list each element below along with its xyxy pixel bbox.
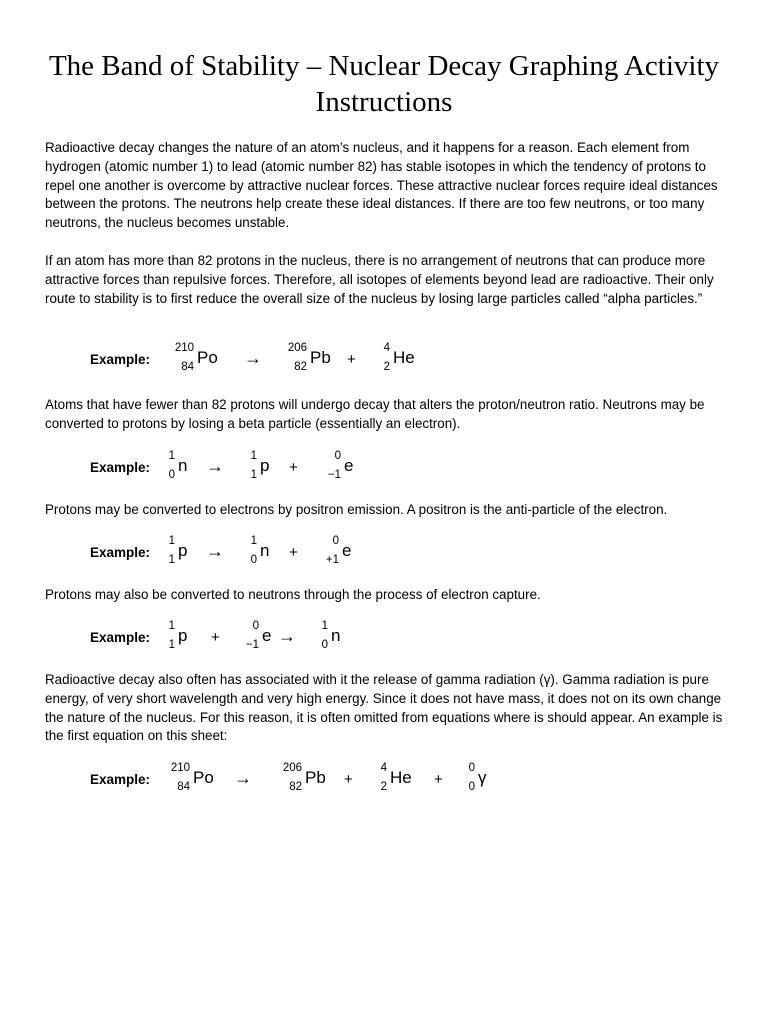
plus-sign: + xyxy=(289,544,298,561)
element-symbol: He xyxy=(390,768,412,787)
particle-symbol: p xyxy=(260,456,270,475)
charge-number: +1 xyxy=(325,554,339,566)
example-label: Example: xyxy=(90,545,151,560)
equation-beta-decay xyxy=(0,448,768,488)
mass-number: 1 xyxy=(250,535,257,547)
atomic-number: 0 xyxy=(168,469,175,481)
reaction-arrow: → xyxy=(278,626,296,646)
charge-number: −1 xyxy=(245,639,259,651)
reaction-arrow: → xyxy=(206,456,224,476)
element-symbol: Po xyxy=(193,768,214,787)
plus-sign: + xyxy=(434,771,443,788)
plus-sign: + xyxy=(289,459,298,476)
mass-number: 210 xyxy=(174,342,194,354)
paragraph-beta: Atoms that have fewer than 82 protons will undergo decay that alters the proton/neutron ratio. Neutrons may be converted to protons by losing a beta particle (essentially an electron). xyxy=(45,397,705,431)
mass-number: 1 xyxy=(168,535,175,547)
charge-number: −1 xyxy=(327,469,341,481)
particle-symbol: n xyxy=(331,626,341,645)
example-label: Example: xyxy=(90,352,151,367)
equation-gamma xyxy=(0,760,768,800)
particle-symbol: e xyxy=(342,541,352,560)
mass-number: 206 xyxy=(282,762,302,774)
paragraph-intro: Radioactive decay changes the nature of an atom’s nucleus, and it happens for a reason. Each element from hydrogen (atomic number 1) to lead (atomic number 82) has stable isotopes in which the tendency of protons to repel one another is overcome by attractive nuclear forces. These attractive nuclear forces require ideal distances between the protons. The neutrons help create these ideal distances. If there are too few neutrons, or too many neutrons, the nucleus becomes unstable. xyxy=(45,140,718,231)
particle-symbol: p xyxy=(178,626,188,645)
mass-number: 4 xyxy=(383,342,390,354)
mass-number: 1 xyxy=(168,620,175,632)
atomic-number: 1 xyxy=(168,639,175,651)
mass-number: 4 xyxy=(380,762,387,774)
plus-sign: + xyxy=(347,351,356,368)
atomic-number: 0 xyxy=(321,639,328,651)
mass-number: 0 xyxy=(334,450,341,462)
atomic-number: 1 xyxy=(168,554,175,566)
atomic-number: 82 xyxy=(289,781,302,793)
mass-number: 206 xyxy=(287,342,307,354)
atomic-number: 2 xyxy=(380,781,387,793)
mass-number: 1 xyxy=(321,620,328,632)
reaction-arrow: → xyxy=(234,768,252,788)
mass-number: 0 xyxy=(332,535,339,547)
element-symbol: Pb xyxy=(310,348,331,367)
element-symbol: Po xyxy=(197,348,218,367)
paragraph-electron-capture: Protons may also be converted to neutrons through the process of electron capture. xyxy=(45,587,541,602)
atomic-number: 0 xyxy=(468,781,475,793)
equation-electron-capture xyxy=(0,618,768,658)
particle-symbol: e xyxy=(262,626,272,645)
reaction-arrow: → xyxy=(244,348,262,368)
paragraph-gamma: Radioactive decay also often has associated with it the release of gamma radiation (γ). Gamma radiation is pure energy, of very short wavelength and very high energy. Since it does not have mass, it does not on its own change the nature of the nucleus. For this reason, it is often omitted from equations where is should appear. An example is the first equation on this sheet: xyxy=(45,672,723,744)
equation-positron-emission xyxy=(0,533,768,573)
example-label: Example: xyxy=(90,772,151,787)
example-label: Example: xyxy=(90,630,151,645)
example-label: Example: xyxy=(90,460,151,475)
mass-number: 0 xyxy=(468,762,475,774)
paragraph-positron: Protons may be converted to electrons by positron emission. A positron is the anti-particle of the electron. xyxy=(45,502,668,517)
reaction-arrow: → xyxy=(206,541,224,561)
particle-symbol: n xyxy=(260,541,270,560)
atomic-number: 84 xyxy=(181,361,194,373)
particle-symbol: γ xyxy=(478,768,487,787)
mass-number: 0 xyxy=(252,620,259,632)
equation-alpha-decay xyxy=(0,340,768,380)
page-title: The Band of Stability – Nuclear Decay Graphing Activity Instructions xyxy=(48,50,720,118)
plus-sign: + xyxy=(211,629,220,646)
element-symbol: Pb xyxy=(305,768,326,787)
particle-symbol: e xyxy=(344,456,354,475)
mass-number: 1 xyxy=(168,450,175,462)
atomic-number: 0 xyxy=(250,554,257,566)
atomic-number: 84 xyxy=(177,781,190,793)
particle-symbol: n xyxy=(178,456,188,475)
mass-number: 210 xyxy=(170,762,190,774)
paragraph-alpha: If an atom has more than 82 protons in the nucleus, there is no arrangement of neutrons that can produce more attractive forces than repulsive forces. Therefore, all isotopes of elements beyond lead are radioactive. Their only route to stability is to first reduce the overall size of the nucleus by losing large particles called “alpha particles.” xyxy=(45,253,714,306)
atomic-number: 2 xyxy=(383,361,390,373)
atomic-number: 1 xyxy=(250,469,257,481)
plus-sign: + xyxy=(344,771,353,788)
particle-symbol: p xyxy=(178,541,188,560)
atomic-number: 82 xyxy=(294,361,307,373)
element-symbol: He xyxy=(393,348,415,367)
mass-number: 1 xyxy=(250,450,257,462)
